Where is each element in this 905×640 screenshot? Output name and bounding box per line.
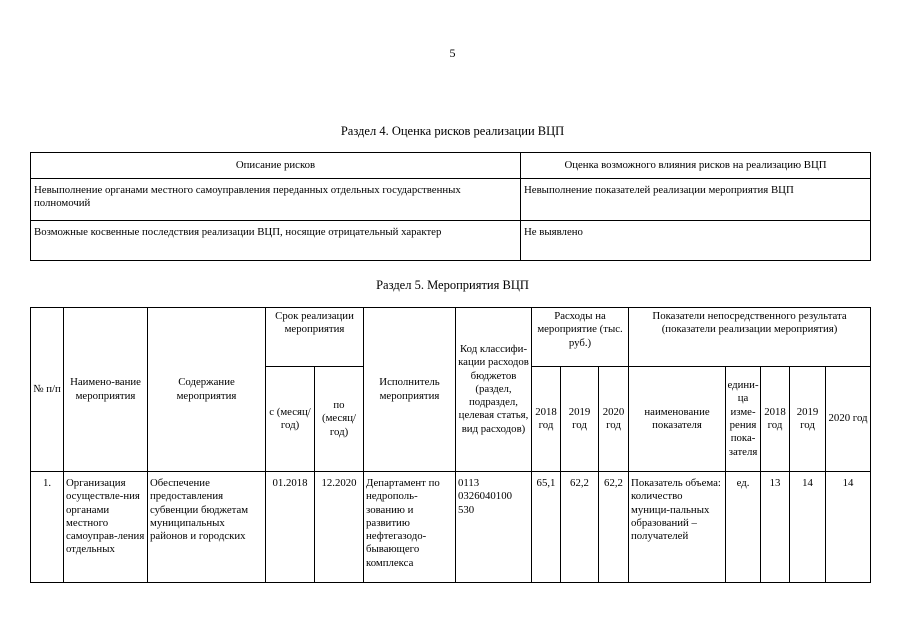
activity-content: Обеспечение предоставления субвенции бюджетам муниципальных районов и городских	[150, 477, 249, 543]
section-5-title: Раздел 5. Мероприятия ВЦП	[376, 278, 529, 292]
expenses-2019-cell	[561, 472, 599, 583]
indicator-2018-header: 2018 год	[761, 367, 790, 472]
expenses-2018-cell	[532, 472, 561, 583]
period-from-cell	[266, 472, 315, 583]
table-row	[31, 472, 871, 583]
risk-description-header: Описание рисков	[31, 153, 521, 179]
indicators-header: Показатели непосредственного результата (показатели реализации мероприятия)	[629, 308, 871, 367]
period-to: 12.2020	[321, 477, 357, 489]
page-number: 5	[449, 46, 456, 60]
expenses-2018-header: 2018 год	[532, 367, 561, 472]
period-to-cell	[315, 472, 364, 583]
expenses-header: Расходы на мероприятие (тыс. руб.)	[532, 308, 629, 367]
budget-code-cell	[456, 472, 532, 583]
activity-name-header: Наимено-вание мероприятия	[64, 308, 148, 472]
risk-description-cell: Возможные косвенные последствия реализации ВЦП, носящие отрицательный характер	[31, 221, 521, 261]
activity-name: Организация осуществле-ния органами местного самоуправ-ления отдельных	[66, 477, 145, 556]
risk-description-cell: Невыполнение органами местного самоуправления переданных отдельных государственных полномочий	[31, 179, 521, 221]
indicator-unit-header: едини-ца изме-рения пока-зателя	[726, 367, 761, 472]
expenses-2018: 65,1	[536, 477, 556, 489]
expenses-2020-header: 2020 год	[599, 367, 629, 472]
period-from-header: с (месяц/ год)	[266, 367, 315, 472]
indicator-2019: 14	[802, 477, 813, 489]
expenses-2020-cell	[599, 472, 629, 583]
risk-impact-cell: Не выявлено	[521, 221, 871, 261]
activity-name-cell	[64, 472, 148, 583]
indicator-unit: ед.	[736, 477, 750, 489]
indicator-2019-cell	[790, 472, 826, 583]
risk-impact-header: Оценка возможного влияния рисков на реализацию ВЦП	[521, 153, 871, 179]
period-from: 01.2018	[272, 477, 308, 489]
num-header: № п/п	[31, 308, 64, 472]
table-row	[31, 221, 871, 261]
indicator-2019-header: 2019 год	[790, 367, 826, 472]
period-header: Срок реализации мероприятия	[266, 308, 364, 367]
indicator-name-cell	[629, 472, 726, 583]
indicator-unit-cell	[726, 472, 761, 583]
activity-content-cell	[148, 472, 266, 583]
budget-code: 0113 0326040100 530	[458, 477, 512, 516]
expenses-2019-header: 2019 год	[561, 367, 599, 472]
expenses-2019: 62,2	[570, 477, 589, 489]
section-4-title: Раздел 4. Оценка рисков реализации ВЦП	[340, 124, 565, 138]
indicator-2020-cell	[826, 472, 871, 583]
executor-header: Исполнитель мероприятия	[364, 308, 456, 472]
budget-code-header: Код классифи-кации расходов бюджетов (раздел, подраздел, целевая статья, вид расходов)	[456, 308, 532, 472]
executor-cell	[364, 472, 456, 583]
table-row	[31, 179, 871, 221]
activities-table	[30, 307, 871, 583]
indicator-2018-cell	[761, 472, 790, 583]
expenses-2020: 62,2	[604, 477, 623, 489]
indicator-2020: 14	[842, 477, 854, 489]
risks-table	[30, 152, 871, 261]
row-number: 1.	[42, 477, 52, 489]
activity-content-header: Содержание мероприятия	[148, 308, 266, 472]
indicator-2020-header: 2020 год	[826, 367, 871, 472]
period-to-header: по (месяц/ год)	[315, 367, 364, 472]
row-number-cell	[31, 472, 64, 583]
risk-impact-cell: Невыполнение показателей реализации мероприятия ВЦП	[521, 179, 871, 221]
indicator-name-header: наименование показателя	[629, 367, 726, 472]
indicator-2018: 13	[769, 477, 781, 489]
executor: Департамент по недрополь-зованию и развитию нефтегазодо-бывающего комплекса	[366, 477, 440, 569]
indicator-name: Показатель объема: количество муници-пальных образований – получателей	[631, 477, 721, 543]
